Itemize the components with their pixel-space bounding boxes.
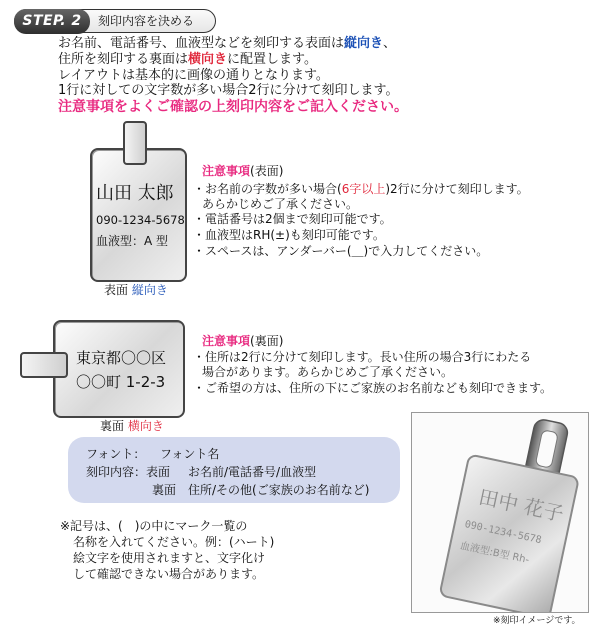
engrave-front-label: 刻印内容：表面 xyxy=(86,465,171,479)
engraved-tag-image xyxy=(412,413,588,612)
front-note-4: ・スペースは、アンダーバー(＿)で入力してください。 xyxy=(193,244,489,258)
back-notes-title: 注意事項(裏面) xyxy=(202,334,284,348)
font-label: フォント： xyxy=(86,447,146,461)
symbol-note-4: して確認できない場合があります。 xyxy=(73,567,265,581)
front-note-1-cont: あらかじめご了承ください。 xyxy=(202,197,359,211)
front-caption: 表面 縦向き xyxy=(104,283,168,297)
symbol-note-2: 名称を入れてください。例：(ハート) xyxy=(73,535,275,549)
front-tag-blood: 血液型：A 型 xyxy=(96,234,169,248)
intro-line-3: レイアウトは基本的に画像の通りとなります。 xyxy=(58,68,329,83)
photo-name-text: 田中 花子 xyxy=(476,484,566,527)
engrave-back-label: 裏面 xyxy=(152,483,177,497)
front-note-3: ・血液型はRH(±)も刻印可能です。 xyxy=(193,228,385,242)
font-value: フォント名 xyxy=(160,447,220,461)
front-note-1: ・お名前の字数が多い場合(6字以上)2行に分けて刻印します。 xyxy=(193,182,529,196)
front-tag-phone: 090-1234-5678 xyxy=(96,213,185,227)
symbol-note-3: 絵文字を使用されますと、文字化け xyxy=(73,551,266,565)
step-title: 刻印内容を決める xyxy=(98,14,195,28)
photo-caption: ※刻印イメージです。 xyxy=(493,616,581,626)
intro-warning: 注意事項をよくご確認の上刻印内容をご記入ください。 xyxy=(58,99,408,115)
photo-blood-text: 血液型:B型 Rh- xyxy=(459,540,531,567)
front-note-2: ・電話番号は2個まで刻印可能です。 xyxy=(193,212,392,226)
symbol-note-1: ※記号は、( )の中にマーク一覧の xyxy=(60,519,248,533)
back-tag-bail xyxy=(20,352,68,378)
product-photo xyxy=(411,412,589,613)
back-note-1-cont: 場合があります。あらかじめご了承ください。 xyxy=(202,365,454,379)
front-tag-name: 山田 太郎 xyxy=(96,183,174,204)
back-tag-address-1: 東京都〇〇区 xyxy=(76,349,167,367)
step-badge: STEP. 2 xyxy=(14,9,90,34)
front-notes-title: 注意事項(表面) xyxy=(202,164,284,178)
front-tag-bail xyxy=(123,121,147,165)
back-note-1: ・住所は2行に分けて刻印します。長い住所の場合3行にわたる xyxy=(193,350,532,364)
back-caption: 裏面 横向き xyxy=(100,419,164,433)
back-note-2: ・ご希望の方は、住所の下にご家族のお名前なども刻印できます。 xyxy=(193,381,553,395)
back-tag-plate xyxy=(53,320,185,418)
engrave-back-value: 住所/その他(ご家族のお名前など) xyxy=(188,483,370,497)
intro-line-4: 1行に対しての文字数が多い場合2行に分けて刻印します。 xyxy=(58,83,399,98)
engrave-front-value: お名前/電話番号/血液型 xyxy=(188,465,317,479)
back-tag-address-2: 〇〇町 1-2-3 xyxy=(76,373,166,391)
intro-line-2: 住所を刻印する裏面は横向きに配置します。 xyxy=(58,52,317,67)
photo-phone-text: 090-1234-5678 xyxy=(463,519,543,547)
intro-line-1: お名前、電話番号、血液型などを刻印する表面は縦向き、 xyxy=(58,36,397,51)
